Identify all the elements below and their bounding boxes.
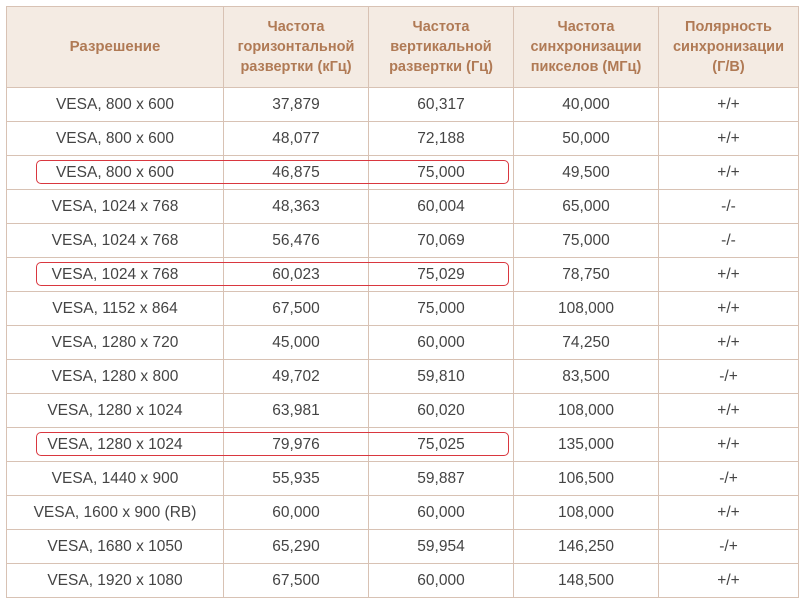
vertical-frequency-cell: 70,069: [369, 224, 514, 258]
table-row: [7, 258, 799, 292]
header-line: (Г/В): [712, 59, 745, 75]
table-row: [7, 156, 799, 190]
horizontal-frequency-cell: 48,077: [224, 122, 369, 156]
header-sync-polarity: [659, 7, 799, 88]
sync-polarity-cell: +/+: [659, 88, 799, 122]
horizontal-frequency-cell: 45,000: [224, 326, 369, 360]
horizontal-frequency-cell: 63,981: [224, 394, 369, 428]
table-row: [7, 360, 799, 394]
resolution-cell: VESA, 1600 x 900 (RB): [7, 496, 224, 530]
horizontal-frequency-cell: 65,290: [224, 530, 369, 564]
header-line: развертки (кГц): [240, 59, 352, 75]
pixel-clock-cell: 135,000: [514, 428, 659, 462]
vertical-frequency-cell: 60,000: [369, 496, 514, 530]
pixel-clock-cell: 83,500: [514, 360, 659, 394]
header-pixel-clock: [514, 7, 659, 88]
table-row: [7, 394, 799, 428]
horizontal-frequency-cell: 56,476: [224, 224, 369, 258]
sync-polarity-cell: +/+: [659, 156, 799, 190]
resolution-cell: VESA, 1024 x 768: [7, 258, 224, 292]
vertical-frequency-cell: 75,000: [369, 292, 514, 326]
header-row: [7, 7, 799, 88]
vertical-frequency-cell: 75,000: [369, 156, 514, 190]
vertical-frequency-cell: 60,004: [369, 190, 514, 224]
header-line: Частота: [267, 19, 325, 35]
pixel-clock-cell: 40,000: [514, 88, 659, 122]
horizontal-frequency-cell: 60,023: [224, 258, 369, 292]
pixel-clock-cell: 148,500: [514, 564, 659, 598]
resolution-cell: VESA, 1680 x 1050: [7, 530, 224, 564]
vertical-frequency-cell: 60,000: [369, 326, 514, 360]
header-resolution: [7, 7, 224, 88]
table-header: [7, 7, 799, 88]
header-line: развертки (Гц): [389, 59, 493, 75]
resolution-cell: VESA, 1024 x 768: [7, 190, 224, 224]
sync-polarity-cell: -/+: [659, 530, 799, 564]
pixel-clock-cell: 49,500: [514, 156, 659, 190]
horizontal-frequency-cell: 67,500: [224, 292, 369, 326]
sync-polarity-cell: +/+: [659, 394, 799, 428]
table-row: [7, 88, 799, 122]
vertical-frequency-cell: 72,188: [369, 122, 514, 156]
resolution-cell: VESA, 1920 x 1080: [7, 564, 224, 598]
header-line: Частота: [557, 19, 615, 35]
table-row: [7, 462, 799, 496]
pixel-clock-cell: 78,750: [514, 258, 659, 292]
timing-table: [6, 6, 799, 598]
sync-polarity-cell: +/+: [659, 258, 799, 292]
header-line: вертикальной: [390, 39, 492, 55]
sync-polarity-cell: -/+: [659, 462, 799, 496]
pixel-clock-cell: 146,250: [514, 530, 659, 564]
resolution-cell: VESA, 1280 x 1024: [7, 428, 224, 462]
table-body: [7, 88, 799, 598]
header-line: Разрешение: [69, 38, 161, 55]
resolution-cell: VESA, 1280 x 1024: [7, 394, 224, 428]
sync-polarity-cell: -/-: [659, 224, 799, 258]
table-row: [7, 564, 799, 598]
header-vertical-frequency: [369, 7, 514, 88]
sync-polarity-cell: +/+: [659, 496, 799, 530]
sync-polarity-cell: +/+: [659, 564, 799, 598]
resolution-cell: VESA, 800 x 600: [7, 122, 224, 156]
table-row: [7, 428, 799, 462]
table-row: [7, 496, 799, 530]
pixel-clock-cell: 65,000: [514, 190, 659, 224]
sync-polarity-cell: +/+: [659, 292, 799, 326]
horizontal-frequency-cell: 49,702: [224, 360, 369, 394]
resolution-cell: VESA, 800 x 600: [7, 88, 224, 122]
resolution-cell: VESA, 1024 x 768: [7, 224, 224, 258]
sync-polarity-cell: -/-: [659, 190, 799, 224]
horizontal-frequency-cell: 60,000: [224, 496, 369, 530]
header-line: синхронизации: [672, 39, 784, 55]
pixel-clock-cell: 50,000: [514, 122, 659, 156]
table-row: [7, 224, 799, 258]
horizontal-frequency-cell: 37,879: [224, 88, 369, 122]
pixel-clock-cell: 108,000: [514, 496, 659, 530]
vertical-frequency-cell: 60,020: [369, 394, 514, 428]
resolution-cell: VESA, 800 x 600: [7, 156, 224, 190]
resolution-cell: VESA, 1280 x 720: [7, 326, 224, 360]
sync-polarity-cell: +/+: [659, 428, 799, 462]
table-row: [7, 122, 799, 156]
horizontal-frequency-cell: 48,363: [224, 190, 369, 224]
vertical-frequency-cell: 59,954: [369, 530, 514, 564]
header-line: синхронизации: [530, 39, 642, 55]
vertical-frequency-cell: 59,887: [369, 462, 514, 496]
table-row: [7, 530, 799, 564]
vertical-frequency-cell: 60,317: [369, 88, 514, 122]
pixel-clock-cell: 74,250: [514, 326, 659, 360]
vertical-frequency-cell: 75,029: [369, 258, 514, 292]
header-line: горизонтальной: [237, 39, 355, 55]
header-line: Полярность: [685, 19, 772, 35]
header-horizontal-frequency: [224, 7, 369, 88]
table-row: [7, 326, 799, 360]
header-line: Частота: [412, 19, 470, 35]
resolution-cell: VESA, 1280 x 800: [7, 360, 224, 394]
vertical-frequency-cell: 75,025: [369, 428, 514, 462]
resolution-cell: VESA, 1152 x 864: [7, 292, 224, 326]
vertical-frequency-cell: 59,810: [369, 360, 514, 394]
pixel-clock-cell: 108,000: [514, 394, 659, 428]
sync-polarity-cell: +/+: [659, 122, 799, 156]
pixel-clock-cell: 75,000: [514, 224, 659, 258]
pixel-clock-cell: 106,500: [514, 462, 659, 496]
resolution-cell: VESA, 1440 x 900: [7, 462, 224, 496]
table-row: [7, 292, 799, 326]
header-line: пикселов (МГц): [530, 59, 642, 75]
horizontal-frequency-cell: 46,875: [224, 156, 369, 190]
horizontal-frequency-cell: 79,976: [224, 428, 369, 462]
horizontal-frequency-cell: 55,935: [224, 462, 369, 496]
table-row: [7, 190, 799, 224]
pixel-clock-cell: 108,000: [514, 292, 659, 326]
vertical-frequency-cell: 60,000: [369, 564, 514, 598]
sync-polarity-cell: +/+: [659, 326, 799, 360]
horizontal-frequency-cell: 67,500: [224, 564, 369, 598]
sync-polarity-cell: -/+: [659, 360, 799, 394]
